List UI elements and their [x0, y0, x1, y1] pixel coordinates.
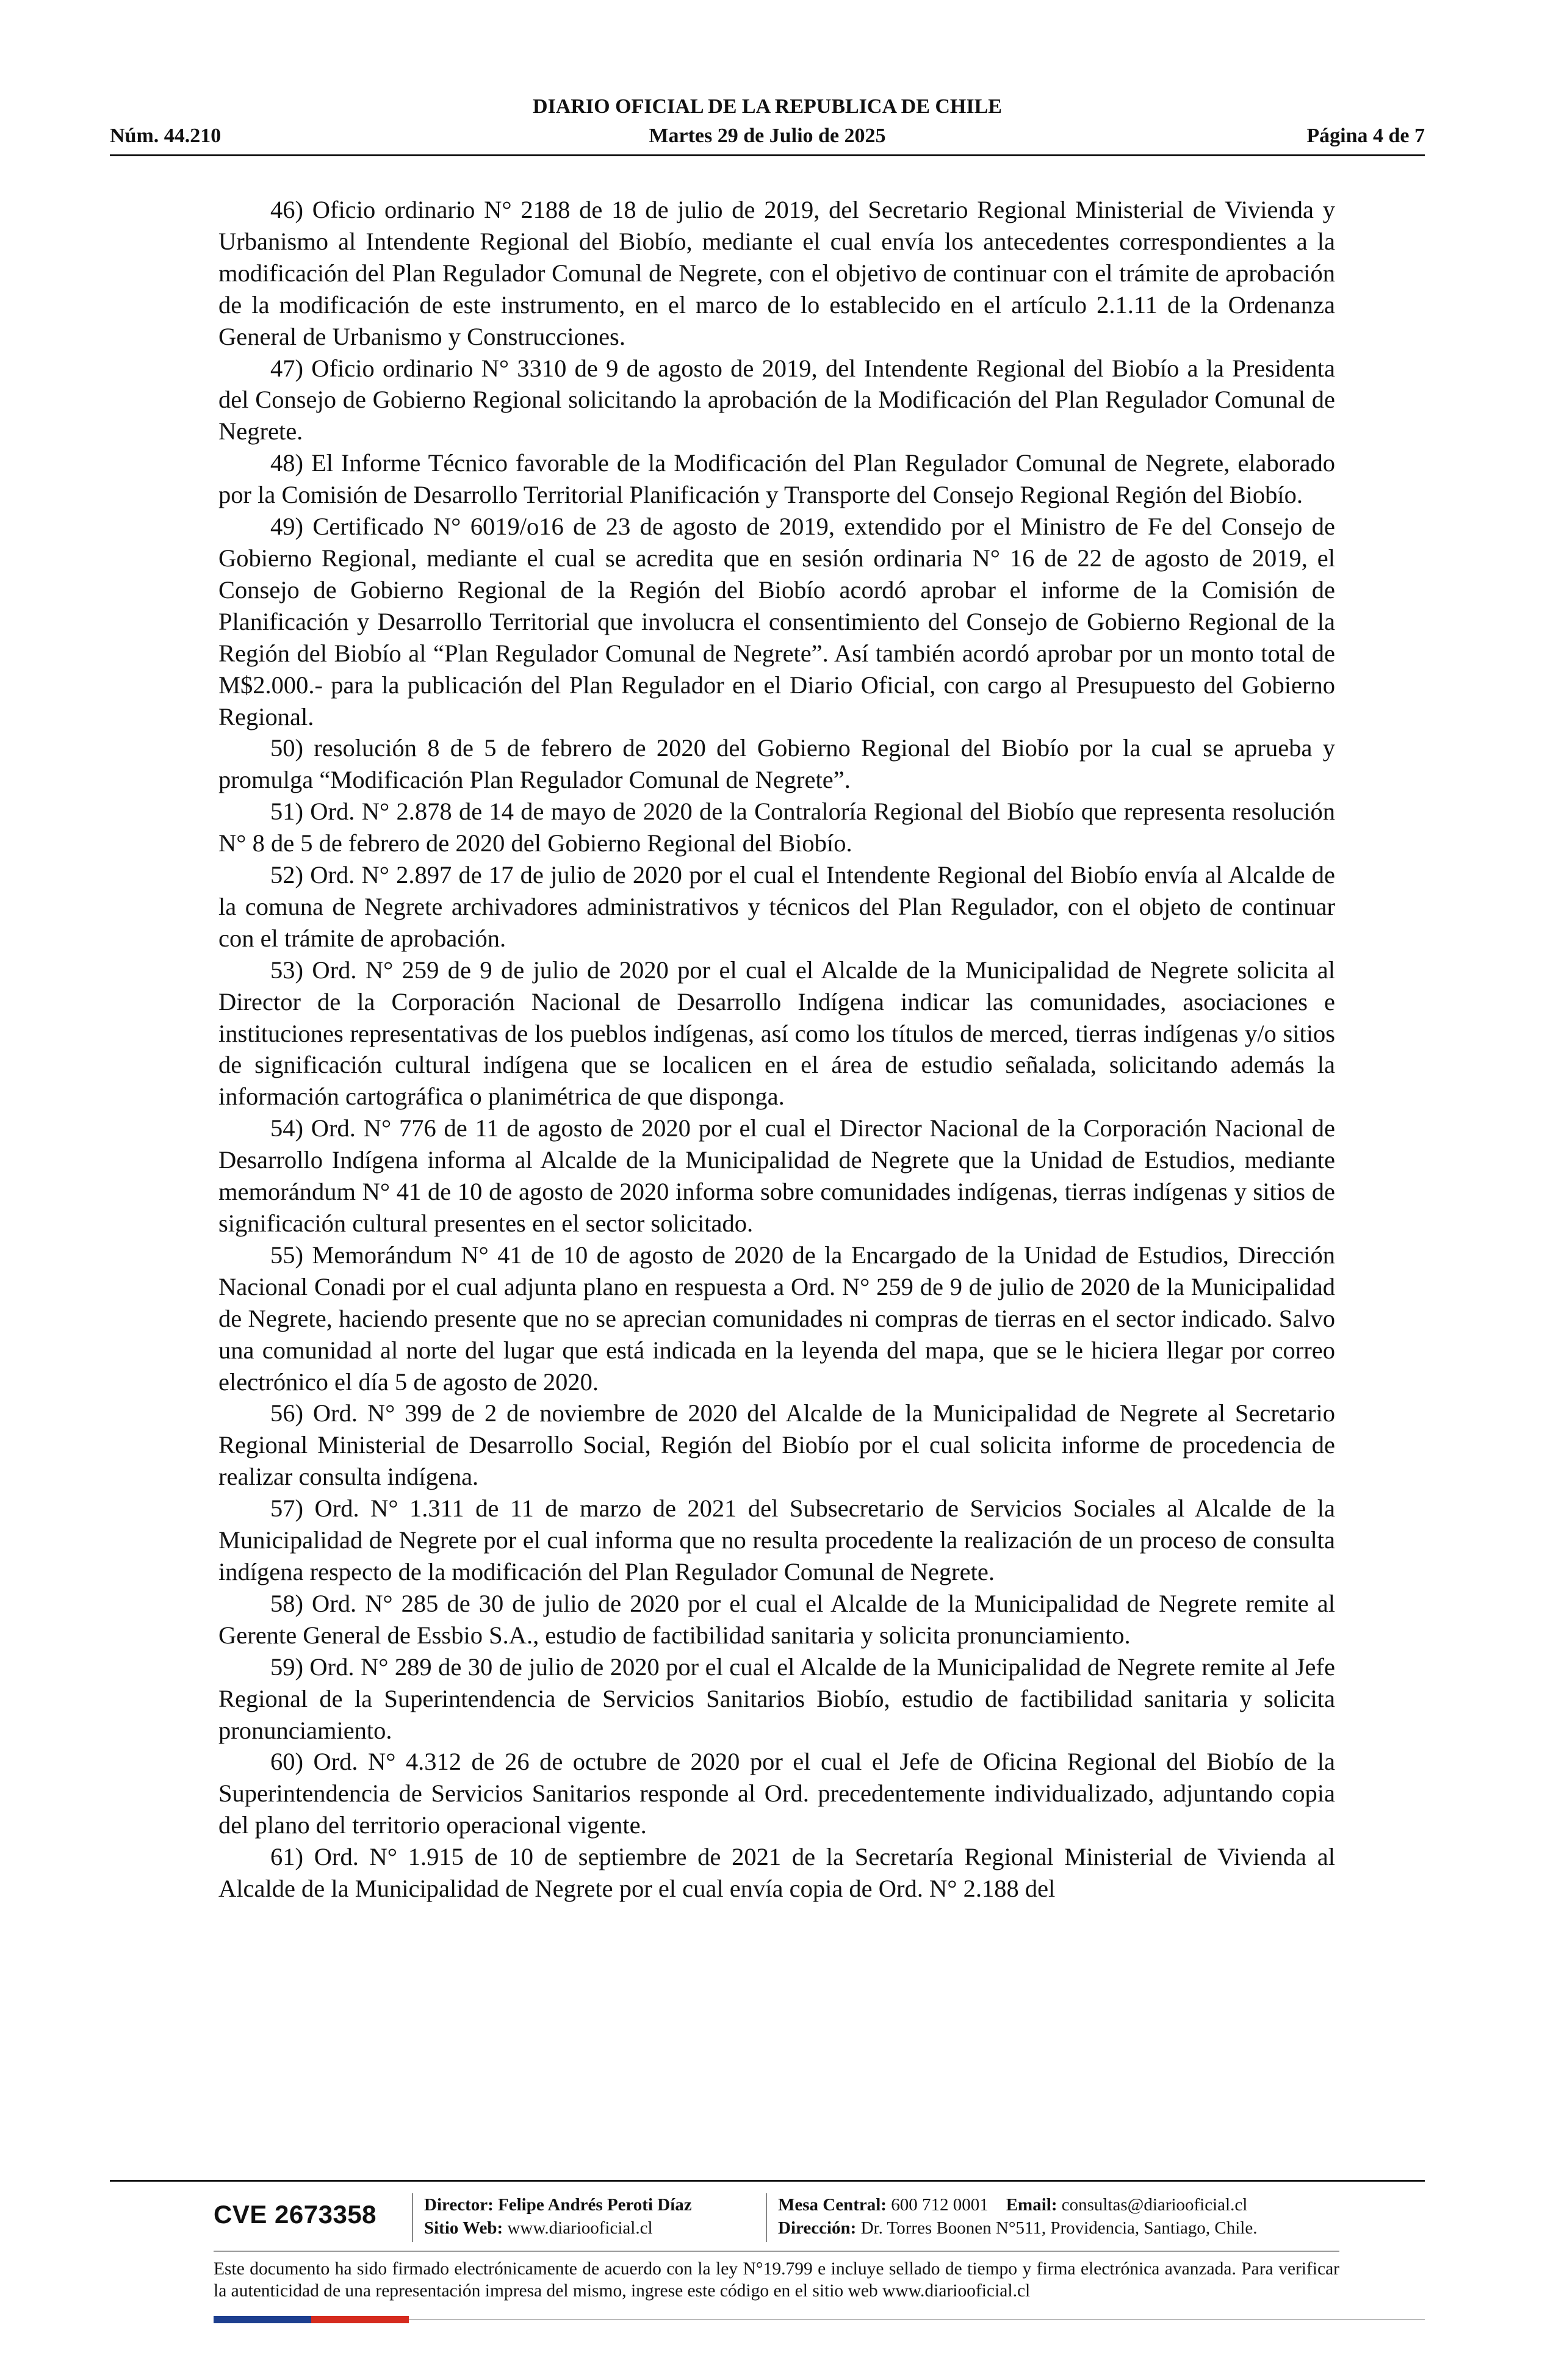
bottom-rule [409, 2319, 1425, 2320]
address-label: Dirección: [778, 2218, 857, 2238]
website-label: Sitio Web: [424, 2218, 503, 2238]
address-value: Dr. Torres Boonen N°511, Providencia, Santiago, Chile. [860, 2218, 1258, 2238]
issue-date: Martes 29 de Julio de 2025 [649, 124, 886, 147]
paragraph-52: 52) Ord. N° 2.897 de 17 de julio de 2020 por el cual el Intendente Regional del Biobío envía al Alcalde de la comuna de Negrete archivadores administrativos y técnicos del Plan Regulador, con el objeto de continuar con el trámite de aprobación. [218, 861, 1335, 952]
paragraph-49: 49) Certificado N° 6019/o16 de 23 de agosto de 2019, extendido por el Ministro de Fe del Consejo de Gobierno Regional, mediante el cual se acredita que en sesión ordinaria N° 16 de 22 de agosto de 2019, el Consejo de Gobierno Regional de la Región del Biobío acordó aprobar el informe de la Comisión de Planificación y Desarrollo Territorial que involucra el consentimiento del Consejo de Gobierno Regional de la Región del Biobío al “Plan Regulador Comunal de Negrete”. Así también acordó aprobar por un monto total de M$2.000.- para la publicación del Plan Regulador en el Diario Oficial, con cargo al Presupuesto del Gobierno Regional. [218, 513, 1335, 730]
mesa-phone: 600 712 0001 [891, 2195, 989, 2215]
email-link[interactable]: consultas@diariooficial.cl [1061, 2195, 1248, 2215]
footer-separator [766, 2193, 767, 2242]
document-body [218, 194, 1335, 1905]
paragraph-50: 50) resolución 8 de 5 de febrero de 2020 del Gobierno Regional del Biobío por la cual se aprueba y promulga “Modificación Plan Regulador Comunal de Negrete”. [218, 734, 1335, 794]
paragraph-55: 55) Memorándum N° 41 de 10 de agosto de 2020 de la Encargado de la Unidad de Estudios, Dirección Nacional Conadi por el cual adjunta plano en respuesta a Ord. N° 259 de 9 de julio de 2020 de la Municipalidad de Negrete, haciendo presente que no se aprecian comunidades ni compras de tierras en el sector indicado. Salvo una comunidad al norte del lugar que está indicada en la leyenda del mapa, que se le hiciera llegar por correo electrónico el día 5 de agosto de 2020. [218, 1241, 1335, 1396]
paragraph-47: 47) Oficio ordinario N° 3310 de 9 de agosto de 2019, del Intendente Regional del Biobío a la Presidenta del Consejo de Gobierno Regional solicitando la aprobación de la Modificación del Plan Regulador Comunal de Negrete. [218, 354, 1335, 445]
signature-disclaimer: Este documento ha sido firmado electrónicamente de acuerdo con la ley N°19.799 e incluye sellado de tiempo y firma electrónica avanzada. Para verificar la autenticidad de una representación impresa del mismo, ingrese este código en el sitio web www.diariooficial.cl [214, 2259, 1339, 2301]
website-link[interactable]: www.diariooficial.cl [507, 2218, 653, 2238]
paragraph-46: 46) Oficio ordinario N° 2188 de 18 de julio de 2019, del Secretario Regional Ministerial de Vivienda y Urbanismo al Intendente Regional del Biobío, mediante el cual envía los antecedentes correspondientes a la modificación del Plan Regulador Comunal de Negrete, con el objetivo de continuar con el trámite de aprobación de la modificación de este instrumento, en el marco de lo establecido en el artículo 2.1.11 de la Ordenanza General de Urbanismo y Construcciones. [218, 196, 1335, 350]
director-label: Director: Felipe Andrés Peroti Díaz [424, 2195, 692, 2215]
paragraph-59: 59) Ord. N° 289 de 30 de julio de 2020 por el cual el Alcalde de la Municipalidad de Negrete remite al Jefe Regional de la Superintendencia de Servicios Sanitarios Biobío, estudio de factibilidad sanitaria y solicita pronunciamiento. [218, 1653, 1335, 1744]
paragraph-61: 61) Ord. N° 1.915 de 10 de septiembre de 2021 de la Secretaría Regional Ministerial de Vivienda al Alcalde de la Municipalidad de Negrete por el cual envía copia de Ord. N° 2.188 del [218, 1843, 1335, 1903]
paragraph-51: 51) Ord. N° 2.878 de 14 de mayo de 2020 de la Contraloría Regional del Biobío que representa resolución N° 8 de 5 de febrero de 2020 del Gobierno Regional del Biobío. [218, 798, 1335, 857]
page-header [110, 95, 1425, 153]
flag-blue-bar [214, 2316, 311, 2323]
mesa-label: Mesa Central: [778, 2195, 887, 2215]
paragraph-56: 56) Ord. N° 399 de 2 de noviembre de 2020 del Alcalde de la Municipalidad de Negrete al Secretario Regional Ministerial de Desarrollo Social, Región del Biobío por el cual solicita informe de procedencia de realizar consulta indígena. [218, 1399, 1335, 1491]
footer-contact-info [778, 2193, 1339, 2240]
paragraph-48: 48) El Informe Técnico favorable de la Modificación del Plan Regulador Comunal de Negrete, elaborado por la Comisión de Desarrollo Territorial Planificación y Transporte del Consejo Regional Región del Biobío. [218, 449, 1335, 509]
paragraph-58: 58) Ord. N° 285 de 30 de julio de 2020 por el cual el Alcalde de la Municipalidad de Negrete remite al Gerente General de Essbio S.A., estudio de factibilidad sanitaria y solicita pronunciamiento. [218, 1589, 1335, 1649]
cve-code: CVE 2673358 [214, 2200, 377, 2229]
footer-separator [412, 2193, 413, 2242]
footer-editorial-info [424, 2193, 692, 2240]
paragraph-54: 54) Ord. N° 776 de 11 de agosto de 2020 por el cual el Director Nacional de la Corporación Nacional de Desarrollo Indígena informa al Alcalde de la Municipalidad de Negrete que la Unidad de Estudios, mediante memorándum N° 41 de 10 de agosto de 2020 informa sobre comunidades indígenas, tierras indígenas y sitios de significación cultural presentes en el sector solicitado. [218, 1114, 1335, 1237]
disclaimer-divider [214, 2251, 1339, 2252]
paragraph-60: 60) Ord. N° 4.312 de 26 de octubre de 2020 por el cual el Jefe de Oficina Regional del Biobío de la Superintendencia de Servicios Sanitarios responde al Ord. precedentemente individualizado, adjuntando copia del plano del territorio operacional vigente. [218, 1748, 1335, 1839]
footer-divider [110, 2180, 1425, 2182]
flag-red-bar [311, 2316, 409, 2323]
page-number: Página 4 de 7 [1306, 124, 1425, 147]
header-divider [110, 154, 1425, 156]
issue-number: Núm. 44.210 [110, 124, 222, 147]
email-label: Email: [1006, 2195, 1057, 2215]
chile-flag-stripe [214, 2316, 409, 2323]
paragraph-53: 53) Ord. N° 259 de 9 de julio de 2020 por el cual el Alcalde de la Municipalidad de Negrete solicita al Director de la Corporación Nacional de Desarrollo Indígena indicar las comunidades, asociaciones e instituciones representativas de los pueblos indígenas, así como los títulos de merced, tierras indígenas y/o sitios de significación cultural indígena que se localicen en el área de estudio señalada, solicitando además la información cartográfica o planimétrica de que disponga. [218, 956, 1335, 1111]
publication-title: DIARIO OFICIAL DE LA REPUBLICA DE CHILE [533, 95, 1002, 118]
paragraph-57: 57) Ord. N° 1.311 de 11 de marzo de 2021 del Subsecretario de Servicios Sociales al Alcalde de la Municipalidad de Negrete por el cual informa que no resulta procedente la realización de un proceso de consulta indígena respecto de la modificación del Plan Regulador Comunal de Negrete. [218, 1495, 1335, 1585]
